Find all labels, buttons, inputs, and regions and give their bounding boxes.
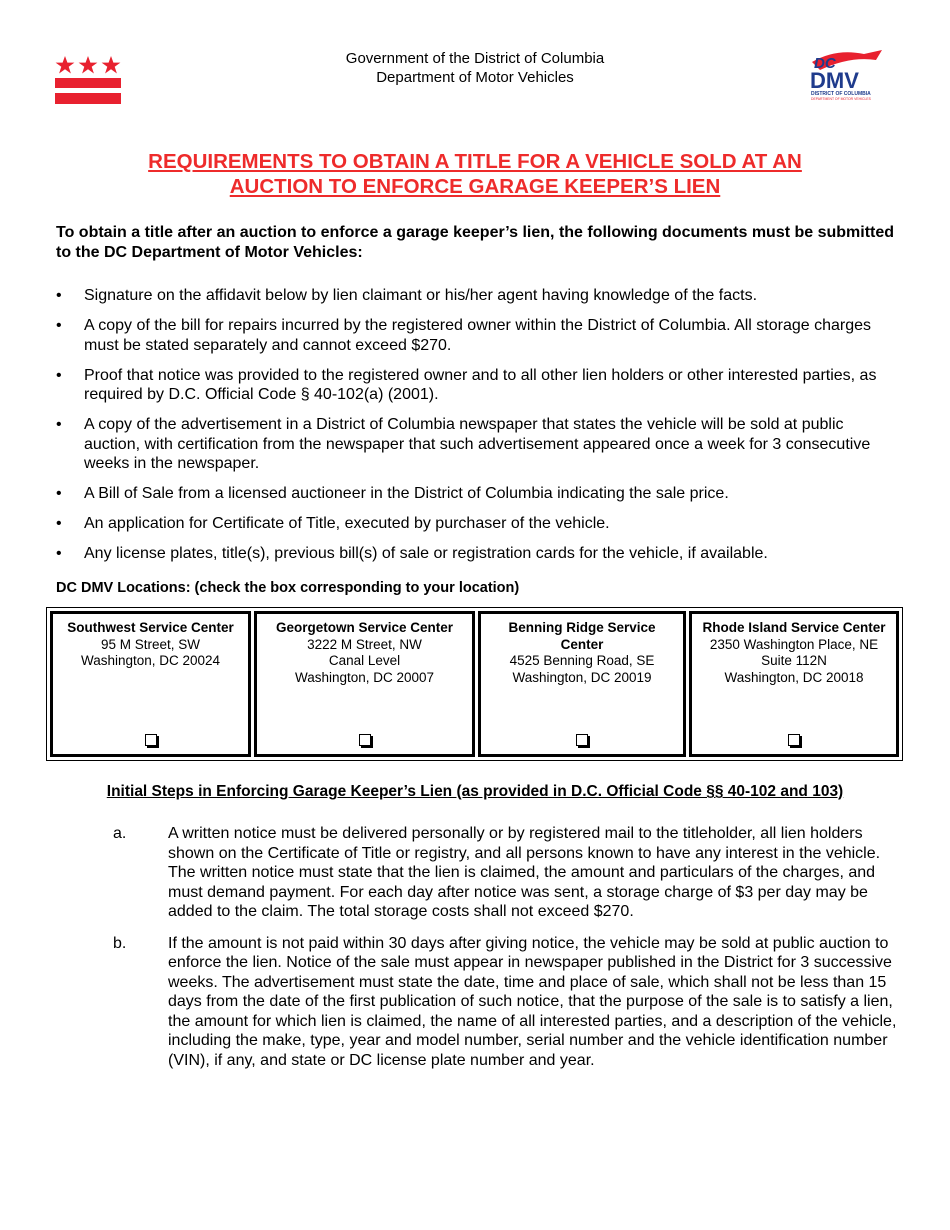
title-line-1: REQUIREMENTS TO OBTAIN A TITLE FOR A VEHICLE SOLD AT AN — [148, 150, 802, 173]
step-label: b. — [113, 934, 127, 952]
location-name: Rhode Island Service Center — [702, 620, 886, 635]
step-label: a. — [113, 825, 127, 842]
location-name: Benning Ridge Service Center — [508, 620, 656, 652]
list-item: a. A written notice must be delivered personally or by registered mail to the titleholder, all lien holders shown on the Certificate of Title or registry, and all persons known to have any interest in the vehicle. The written notice must state that the lien is claimed, the amount and particulars of the charges, and must demand payment. For each day after notice was sent, a storage charge of $3 per day may be added to the claim. The total storage costs shall not exceed $270. — [113, 825, 881, 920]
bullet-icon: • — [56, 317, 62, 334]
header-government: Government of the District of Columbia — [345, 50, 605, 67]
locations-table — [46, 607, 903, 761]
locations-heading: DC DMV Locations: (check the box corresponding to your location) — [56, 580, 520, 596]
bullet-icon: • — [56, 515, 62, 532]
steps-list — [113, 824, 898, 1082]
location-rhode-island: Rhode Island Service Center 2350 Washington Place, NE Suite 112N Washington, DC 20018 — [689, 611, 899, 757]
list-item: • A Bill of Sale from a licensed auctioneer in the District of Columbia indicating the sale price. — [56, 485, 729, 502]
list-item: • Signature on the affidavit below by lien claimant or his/her agent having knowledge of the facts. — [56, 287, 758, 304]
list-item: • Any license plates, title(s), previous bill(s) of sale or registration cards for the vehicle, if available. — [56, 545, 768, 562]
logo-subcaption: DEPARTMENT OF MOTOR VEHICLES — [811, 97, 871, 101]
intro-text: To obtain a title after an auction to enforce a garage keeper’s lien, the following documents must be submitted to the DC Department of Motor Vehicles: — [56, 224, 895, 261]
location-checkbox-rhode-island[interactable] — [788, 734, 800, 746]
list-item: • Proof that notice was provided to the registered owner and to all other lien holders or other interested parties, as required by D.C. Official Code § 40-102(a) (2001). — [56, 366, 877, 403]
location-name: Southwest Service Center — [67, 620, 234, 635]
location-checkbox-benning-ridge[interactable] — [576, 734, 588, 746]
page-title — [60, 149, 890, 199]
bullet-icon: • — [56, 485, 62, 502]
title-line-2: AUCTION TO ENFORCE GARAGE KEEPER’S LIEN — [229, 175, 721, 198]
bullet-icon: • — [56, 366, 62, 384]
location-southwest: Southwest Service Center 95 M Street, SW Washington, DC 20024 — [50, 611, 251, 757]
logo-dc-text: DC — [814, 55, 836, 72]
requirements-list — [56, 286, 901, 574]
list-item: • An application for Certificate of Title, executed by purchaser of the vehicle. — [56, 515, 610, 532]
logo-caption: DISTRICT OF COLUMBIA — [811, 91, 871, 97]
location-checkbox-southwest[interactable] — [145, 734, 157, 746]
bullet-icon: • — [56, 545, 62, 562]
logo-dmv-text: DMV — [810, 68, 859, 93]
location-checkbox-georgetown[interactable] — [359, 734, 371, 746]
location-benning-ridge: Benning Ridge Service Center 4525 Benning Road, SE Washington, DC 20019 — [478, 611, 686, 757]
list-item: • A copy of the bill for repairs incurred by the registered owner within the District of Columbia. All storage charges must be stated separately and cannot exceed $270. — [56, 317, 872, 354]
steps-heading: Initial Steps in Enforcing Garage Keeper’s Lien (as provided in D.C. Official Code §§ 40-102 and 103) — [106, 783, 844, 800]
dc-dmv-logo — [806, 48, 888, 102]
list-item: • A copy of the advertisement in a District of Columbia newspaper that states the vehicle will be sold at public auction, with certification from the newspaper that such advertisement appeared once a week for 3 consecutive weeks in the newspaper. — [56, 416, 871, 472]
bullet-icon: • — [56, 416, 62, 433]
header-department: Department of Motor Vehicles — [376, 69, 574, 86]
bullet-icon: • — [56, 287, 62, 304]
list-item: b. If the amount is not paid within 30 days after giving notice, the vehicle may be sold at public auction to enforce the lien. Notice of the sale must appear in newspaper published in the District for 3 successive weeks. The advertisement must state the date, time and place of sale, which shall not be less than 15 days from the date of the first publication of such notice, that the purpose of the sale is to satisfy a lien, the amount for which lien is claimed, the name of all interested parties, and a description of the vehicle, including the make, type, year and model number, serial number and the vehicle identification number (VIN), if any, and state or DC license plate number and year. — [113, 934, 897, 1069]
location-name: Georgetown Service Center — [275, 620, 454, 635]
location-georgetown: Georgetown Service Center 3222 M Street, NW Canal Level Washington, DC 20007 — [254, 611, 475, 757]
